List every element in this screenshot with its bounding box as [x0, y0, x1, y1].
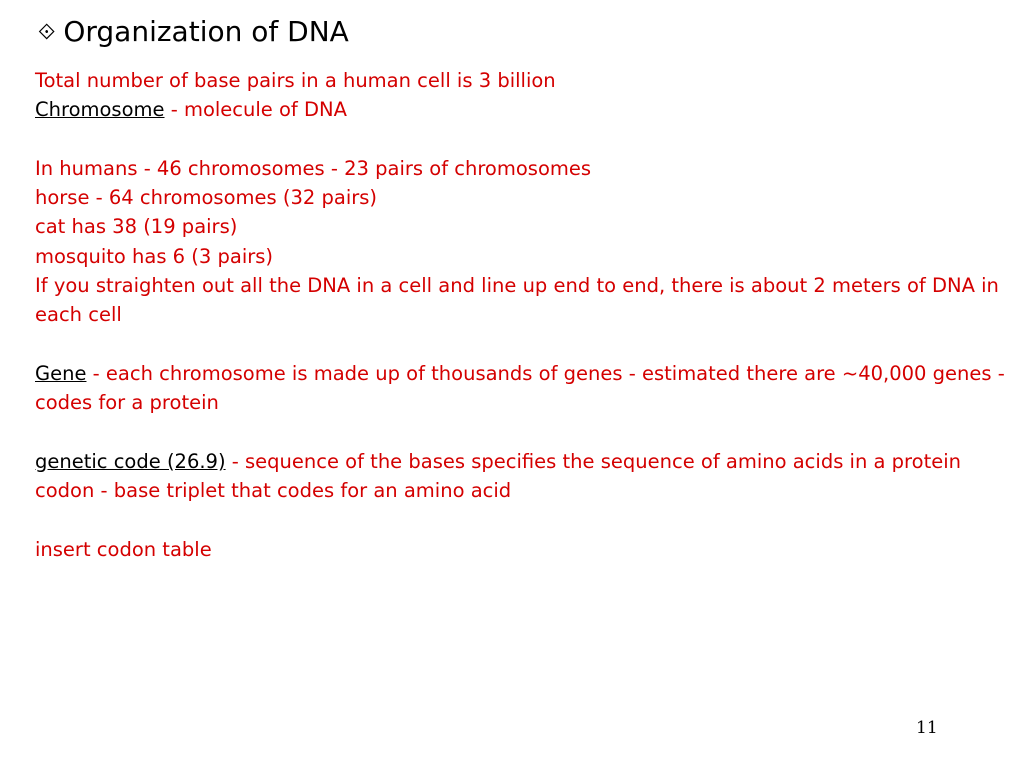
gene-definition-text: - each chromosome is made up of thousands of genes - estimated there are ~40,000 genes - codes for a protein: [35, 361, 1005, 415]
genetic-code-term: genetic code (26.9): [35, 449, 226, 473]
humans-chromosomes-line: In humans - 46 chromosomes - 23 pairs of chromosomes: [35, 156, 592, 180]
slide-body: [35, 66, 1005, 564]
dna-length-line: If you straighten out all the DNA in a cell and line up end to end, there is about 2 meters of DNA in each cell: [35, 274, 999, 327]
spacer: [35, 418, 1005, 447]
gene-term: Gene: [35, 361, 87, 385]
spacer: [35, 125, 1005, 154]
gene-definition: [35, 359, 1005, 418]
cat-chromosomes-line: cat has 38 (19 pairs): [35, 215, 238, 239]
chromosome-definition: [35, 95, 1005, 124]
slide-title-text: Organization of DNA: [63, 15, 349, 48]
horse-chromosomes-line: horse - 64 chromosomes (32 pairs): [35, 186, 378, 210]
genetic-code-definition: [35, 447, 1005, 506]
chromosome-definition-text: - molecule of DNA: [164, 98, 347, 122]
diamond-bullet-icon: ⟐: [38, 20, 56, 45]
slide-title: [38, 12, 349, 53]
chromosome-term: Chromosome: [35, 98, 165, 122]
genetic-code-definition-text: - sequence of the bases specifies the sequence of amino acids in a protein codon - base triplet that codes for an amino acid: [35, 449, 961, 503]
spacer: [35, 330, 1005, 359]
base-pairs-line: Total number of base pairs in a human cell is 3 billion: [35, 69, 556, 92]
mosquito-chromosomes-line: mosquito has 6 (3 pairs): [35, 244, 274, 268]
page-number: 11: [916, 718, 938, 738]
spacer: [35, 505, 1005, 534]
codon-table-note: insert codon table: [35, 537, 212, 561]
